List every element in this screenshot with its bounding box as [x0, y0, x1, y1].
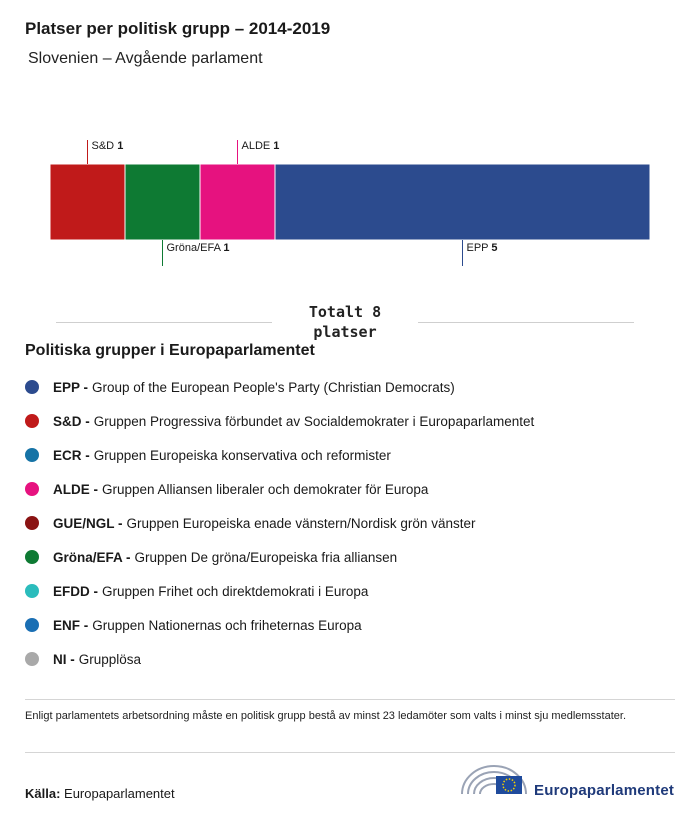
bar-label-value: 1	[117, 140, 124, 152]
legend-dot-icon	[25, 414, 39, 428]
footnote: Enligt parlamentets arbetsordning måste en politisk grupp bestå av minst 23 ledamöter som valts i minst sju medlemsstater.	[25, 710, 626, 722]
legend-item	[25, 540, 534, 574]
bar-segment	[275, 164, 650, 240]
total-line-2: platser	[313, 323, 377, 341]
legend-text: Gruppen Europeiska enade vänstern/Nordisk grön vänster	[126, 515, 476, 531]
legend-abbr: ECR -	[53, 447, 90, 463]
bar-label-category: EPP	[466, 242, 492, 254]
bar-label	[167, 242, 230, 254]
legend-text: Gruppen Frihet och direktdemokrati i Europa	[102, 583, 369, 599]
legend-text: Gruppen Nationernas och friheternas Europa	[92, 617, 362, 633]
legend-item	[25, 404, 534, 438]
legend-dot-icon	[25, 550, 39, 564]
legend-item	[25, 642, 534, 676]
legend-dot-icon	[25, 448, 39, 462]
bar-label	[467, 242, 498, 254]
legend-item	[25, 472, 534, 506]
bar-label-value: 1	[273, 140, 280, 152]
legend-text: Gruppen Progressiva förbundet av Socialdemokrater i Europaparlamentet	[93, 413, 535, 429]
bar-segment	[50, 164, 125, 240]
bar-label	[242, 140, 280, 152]
legend-abbr: Gröna/EFA -	[53, 549, 131, 565]
legend-abbr: S&D -	[53, 413, 90, 429]
legend-text: Gruppen De gröna/Europeiska fria alliansen	[134, 549, 398, 565]
bar-label-category: ALDE	[241, 140, 274, 152]
source-value: Europaparlamentet	[64, 786, 175, 801]
europarl-logo[interactable]	[460, 760, 680, 800]
bar-label-category: Gröna/EFA	[166, 242, 224, 254]
legend-item	[25, 506, 534, 540]
legend-dot-icon	[25, 652, 39, 666]
source-label: Källa:	[25, 786, 61, 801]
total-line-1: Totalt 8	[308, 303, 382, 321]
legend-text: Grupplösa	[78, 651, 142, 667]
bar-label	[92, 140, 124, 152]
legend-text: Group of the European People's Party (Christian Democrats)	[92, 379, 455, 395]
legend-abbr: NI -	[53, 651, 75, 667]
legend-list	[25, 370, 534, 676]
bar-label-value: 1	[223, 242, 230, 254]
chart-title: Platser per politisk grupp – 2014-2019	[25, 19, 331, 38]
legend-dot-icon	[25, 516, 39, 530]
legend-abbr: GUE/NGL -	[53, 515, 123, 531]
bar-segment	[200, 164, 275, 240]
chart-subtitle: Slovenien – Avgående parlament	[28, 50, 263, 67]
total-label	[56, 302, 634, 342]
legend-abbr: ALDE -	[53, 481, 98, 497]
legend-text: Gruppen Europeiska konservativa och reformister	[93, 447, 391, 463]
bar-label-value: 5	[491, 242, 498, 254]
legend-title: Politiska grupper i Europaparlamentet	[25, 342, 315, 359]
bar-segment	[125, 164, 200, 240]
legend-item	[25, 574, 534, 608]
legend-dot-icon	[25, 584, 39, 598]
stacked-bar-chart	[0, 130, 700, 280]
legend-item	[25, 438, 534, 472]
legend-item	[25, 608, 534, 642]
footer-divider-top	[25, 699, 675, 700]
logo-text: Europaparlamentet	[534, 782, 675, 799]
parliament-hemicycle-icon	[460, 760, 530, 800]
legend-dot-icon	[25, 482, 39, 496]
legend-dot-icon	[25, 380, 39, 394]
legend-abbr: EFDD -	[53, 583, 98, 599]
legend-abbr: ENF -	[53, 617, 89, 633]
legend-text: Gruppen Alliansen liberaler och demokrater för Europa	[102, 481, 429, 497]
source	[25, 786, 175, 801]
footer-divider-bottom	[25, 752, 675, 753]
legend-item	[25, 370, 534, 404]
legend-dot-icon	[25, 618, 39, 632]
bar-label-category: S&D	[91, 140, 118, 152]
legend-abbr: EPP -	[53, 379, 89, 395]
total-seats	[56, 302, 634, 342]
